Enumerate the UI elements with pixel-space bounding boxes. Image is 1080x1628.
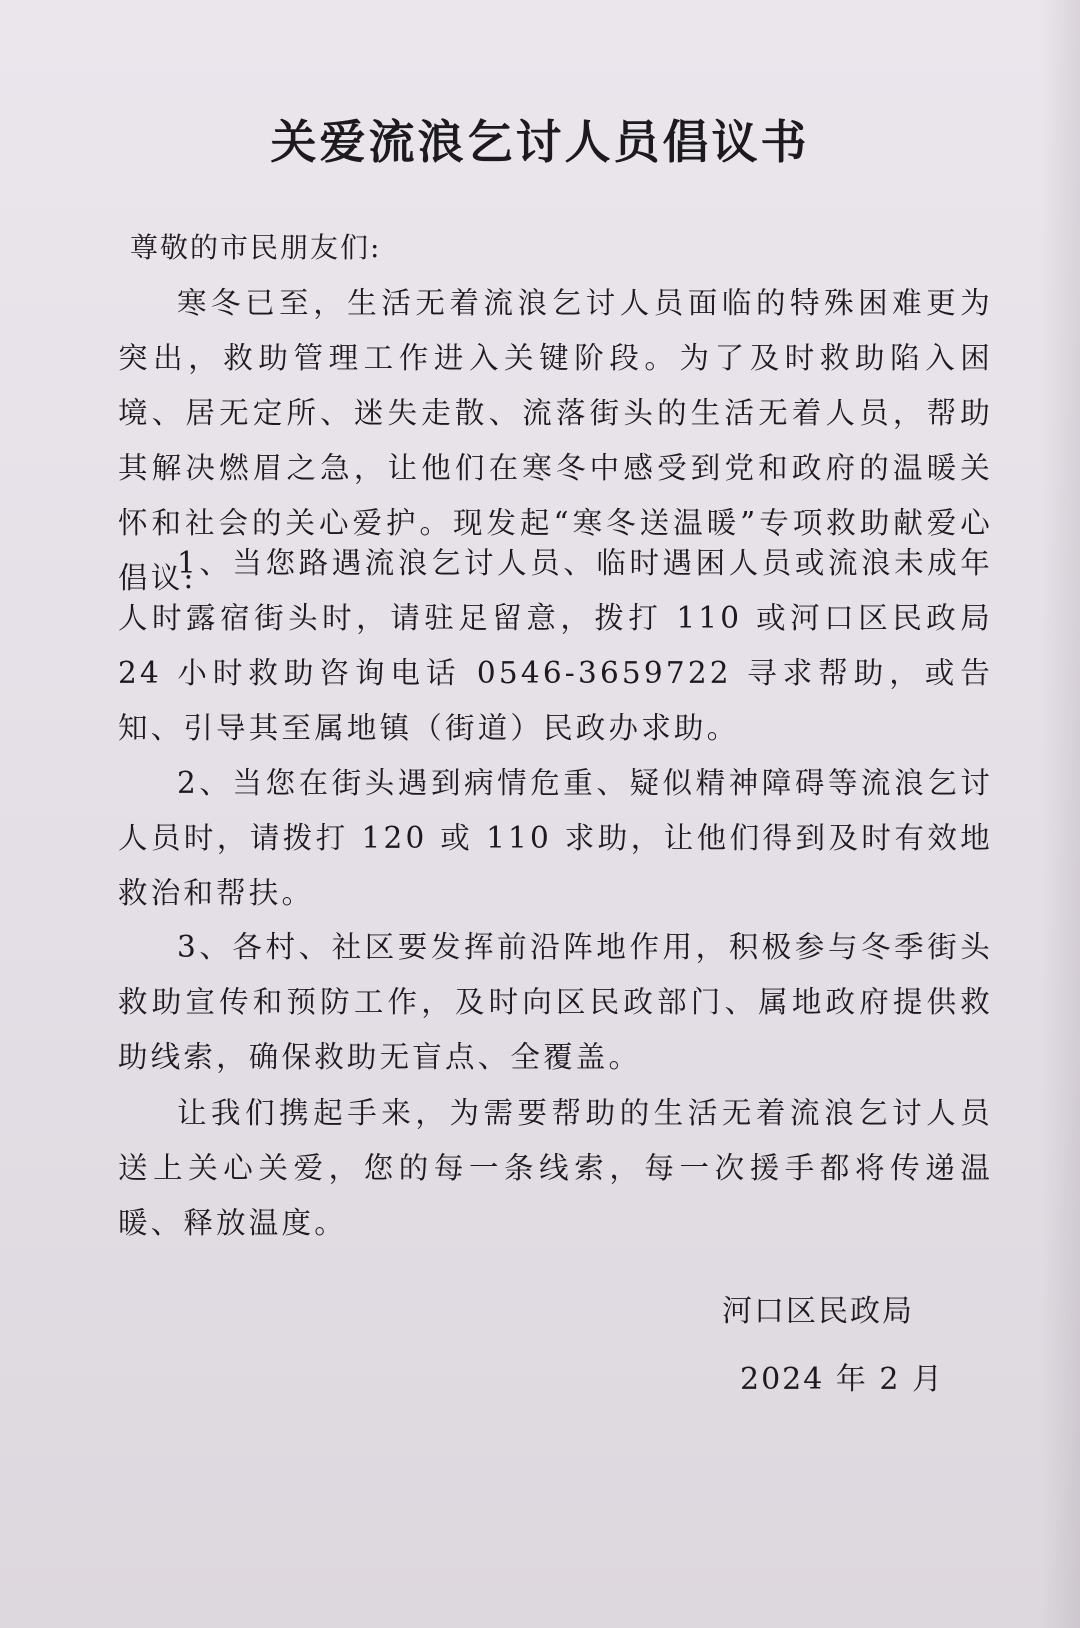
item-2-paragraph: 2、当您在街头遇到病情危重、疑似精神障碍等流浪乞讨人员时，请拨打 120 或 110 求助，让他们得到及时有效地救治和帮扶。 [118, 766, 993, 910]
signature-date: 2024 年 2 月 [740, 1362, 945, 1397]
item-1-paragraph: 1、当您路遇流浪乞讨人员、临时遇困人员或流浪未成年人时露宿街头时，请驻足留意，拨打 110 或河口区民政局 24 小时救助咨询电话 0546-3659722 寻求帮助，或告知、引导其至属地镇（街道）民政办求助。 [118, 546, 993, 745]
paper-shadow [1040, 0, 1080, 1628]
salutation: 尊敬的市民朋友们: [130, 231, 382, 264]
signature-organization: 河口区民政局 [722, 1294, 914, 1329]
document-title: 关爱流浪乞讨人员倡议书 [270, 115, 810, 169]
item-3-paragraph: 3、各村、社区要发挥前沿阵地作用，积极参与冬季街头救助宣传和预防工作，及时向区民政部门、属地政府提供救助线索，确保救助无盲点、全覆盖。 [118, 930, 993, 1074]
intro-paragraph: 寒冬已至，生活无着流浪乞讨人员面临的特殊困难更为突出，救助管理工作进入关键阶段。为了及时救助陷入困境、居无定所、迷失走散、流落街头的生活无着人员，帮助其解决燃眉之急，让他们在寒冬中感受到党和政府的温暖关怀和社会的关心爱护。现发起“寒冬送温暖”专项救助献爱心倡议: [118, 286, 993, 595]
closing-paragraph: 让我们携起手来，为需要帮助的生活无着流浪乞讨人员送上关心关爱，您的每一条线索，每一次援手都将传递温暖、释放温度。 [118, 1096, 993, 1240]
